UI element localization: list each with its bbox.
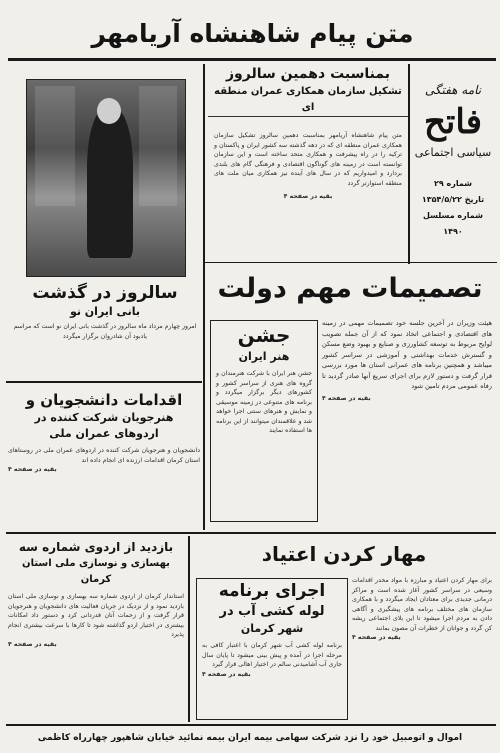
birthday-subhead: تشکیل سازمان همکاری عمران منطقه ای <box>208 84 408 117</box>
portrait-head <box>97 98 121 124</box>
main-headline-text: تصمیمات مهم دولت <box>217 273 483 304</box>
government-continued: بقیه در صفحه ۴ <box>322 394 371 402</box>
inflation-article <box>352 576 492 721</box>
students-headline: اقدامات دانشجویان و <box>25 391 183 409</box>
caption-headline: سالروز در گذشت <box>32 283 178 303</box>
caption-rule <box>6 381 202 383</box>
footer-ad: اموال و اتومبیل خود را نزد شرکت سهامی بیمه ایران بیمه نمائید خیابان شاهپور چهارراه کاظمی <box>37 733 463 743</box>
portrait-photo <box>26 79 186 277</box>
masthead-rule <box>8 58 496 61</box>
date-label: تاریخ ۱۳۵۴/۵/۲۲ <box>421 195 485 204</box>
pipeline-body: برنامه لوله کشی آب شهر کرمان با اعتبار کافی به مرحله اجرا در آمده و پیش بینی میشود تا پایان سال جاری آب آشامیدنی سالم در اختیار اهالی قرار گیرد <box>202 642 342 668</box>
newspaper-nameplate <box>412 66 494 262</box>
pipeline-headline2: لوله کشی آب در <box>219 604 325 619</box>
photo-caption <box>10 282 200 341</box>
visit-body: استاندار کرمان از اردوی شماره سه بهسازی و نوسازی ملی استان بازدید نمود و از نزدیک در جریان فعالیت های دانشجویان و هنرجویان قرار گرفت و از زحمات آنان قدردانی کرد و دستور داد امکانات بیشتری در اختیار اردو گذاشته شود تا کارها با سرعت بیشتری انجام پذیرد <box>8 593 184 638</box>
inflation-headline-box <box>194 538 494 570</box>
visit-headline: بازدید از اردوی شماره سه <box>18 540 174 554</box>
students-article <box>8 390 200 520</box>
lower-section-rule <box>6 532 496 534</box>
jashn-box <box>210 320 318 522</box>
serial-label: شماره مسلسل ۱۴۹۰ <box>423 211 483 236</box>
portrait-figure <box>87 108 133 258</box>
pipeline-box <box>196 578 348 720</box>
birthday-body: متن پیام شاهنشاه آریامهر بمناسبت دهمین سالروز تشکیل سازمان همکاری عمران منطقه ای که در دهه گذشته سه کشور ایران و پاکستان و ترکیه را در راه پیشرفت و همکاری متحد ساخته است و این سازمان توانسته است در زمینه های گوناگون اقتصادی و فرهنگی گام های بلندی بردارد و امیدواریم که در سال های آینده نیز همکاری میان ملت های منطقه استوارتر گردد <box>214 132 402 187</box>
nameplate-divider <box>408 64 410 264</box>
students-body: دانشجویان و هنرجویان شرکت کننده در اردوهای عمران ملی در روستاهای استان کرمان اقدامات ارزنده ای انجام داده اند <box>8 447 200 464</box>
caption-subhead: بانی ایران نو <box>69 305 141 318</box>
inflation-headline: مهار کردن اعتیاد <box>261 542 427 566</box>
name-sub: سیاسی اجتماعی <box>414 146 492 159</box>
window-left <box>35 86 75 206</box>
masthead-title: متن پیام شاهنشاه آریامهر <box>91 19 414 48</box>
students-continued: بقیه در صفحه ۴ <box>8 466 57 473</box>
students-subhead1: هنرجویان شرکت کننده در <box>34 411 174 424</box>
main-headline <box>210 268 490 310</box>
pipeline-headline1: اجرای برنامه <box>218 581 326 601</box>
issue-label: شماره ۲۹ <box>433 179 473 188</box>
window-right <box>139 86 177 206</box>
jashn-subhead: هنر ایران <box>238 350 290 363</box>
pipeline-continued: بقیه در صفحه ۴ <box>202 670 251 678</box>
visit-article <box>8 538 184 723</box>
name-main: فاتح <box>423 102 483 142</box>
caption-body: امروز چهارم مرداد ماه سالروز در گذشت بانی ایران نو است که مراسم یادبود آن شادروان برگزار میگردد <box>13 323 197 340</box>
column-divider-lower <box>188 536 190 722</box>
visit-continued: بقیه در صفحه ۴ <box>8 640 57 648</box>
birthday-headline: بمناسبت دهمین سالروز <box>225 66 390 82</box>
visit-subhead: بهسازی و نوسازی ملی استان کرمان <box>22 558 170 585</box>
jashn-body: جشن هنر ایران با شرکت هنرمندان و گروه های هنری از سراسر کشور و کشورهای دیگر برگزار میگردد و برنامه های متنوعی در زمینه موسیقی و نمایش و هنرهای سنتی اجرا خواهد شد و علاقمندان میتوانند از این برنامه ها استفاده نمایند <box>216 370 312 434</box>
name-top: نامه هفتگی <box>424 83 482 97</box>
government-article <box>322 318 492 526</box>
pipeline-headline3: شهر کرمان <box>240 622 304 635</box>
birthday-article <box>208 64 408 252</box>
main-headline-rule-top <box>205 262 497 263</box>
birthday-continued: بقیه در صفحه ۴ <box>283 193 333 200</box>
footer <box>10 728 490 748</box>
column-divider-left <box>203 64 205 530</box>
students-subhead2: اردوهای عمران ملی <box>49 427 159 440</box>
government-body: هیئت وزیران در آخرین جلسه خود تصمیمات مهمی در زمینه های اقتصادی و اجتماعی اتخاذ نمود که از آن جمله تصویب لوایح مربوط به توسعه کشاورزی و صنایع و بهبود وضع مسکن و گسترش خدمات بهداشتی و آموزشی در سراسر کشور میباشد و همچنین برنامه های عمرانی استان ها مورد بررسی قرار گرفت و دستور لازم برای اجرای سریع آنها صادر گردید تا رفاه عمومی مردم تامین شود <box>322 319 492 390</box>
masthead <box>25 14 480 54</box>
jashn-headline: جشن <box>237 323 291 347</box>
inflation-body: برای مهار کردن اعتیاد و مبارزه با مواد مخدر اقدامات وسیعی در سراسر کشور آغاز شده است و مراکز درمانی جدیدی برای معتادان ایجاد میگردد و با همکاری سازمان های مختلف برنامه های پیشگیری و آگاهی دادن به مردم اجرا میشود تا این بلای اجتماعی ریشه کن گردد و جوانان از خطرات آن مصون بمانند <box>352 577 492 632</box>
footer-rule <box>6 724 496 726</box>
inflation-continued: بقیه در صفحه ۴ <box>352 634 401 641</box>
